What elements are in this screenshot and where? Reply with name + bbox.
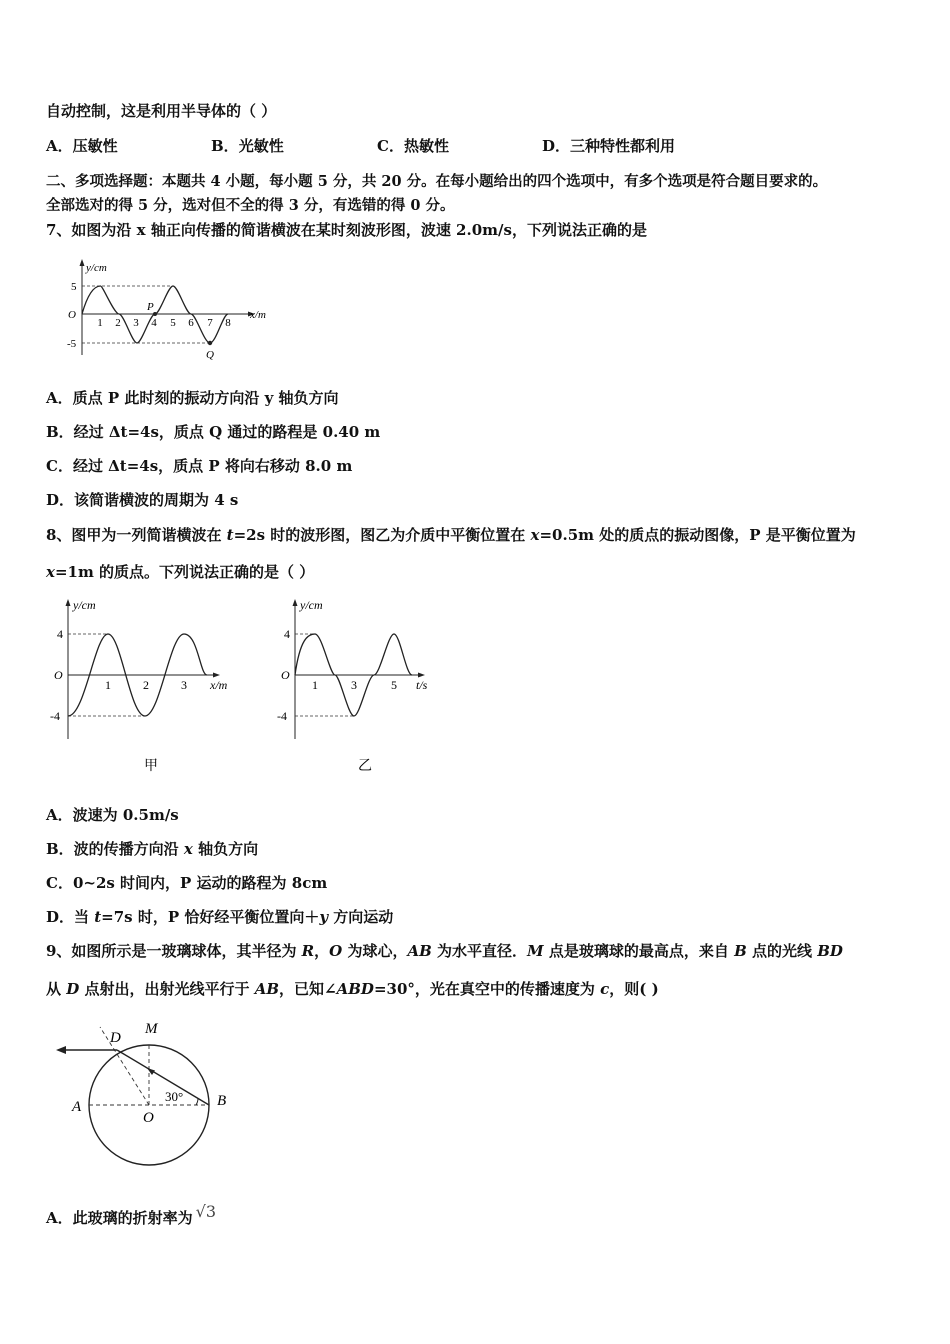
q8a-label-xlabel: x/m — [210, 678, 228, 692]
q7-option-a: A．质点 P 此时刻的振动方向沿 y 轴负方向 — [46, 389, 339, 407]
q7-label-xlabel: x/m — [250, 309, 266, 321]
q9-stem-line-2 — [46, 979, 659, 999]
q8a-label-y-neg: -4 — [50, 709, 60, 723]
q7-wave-figure — [60, 255, 290, 365]
q9-line1-segment: 为水平直径． — [431, 942, 528, 960]
q7-tick-label: 4 — [151, 317, 157, 329]
q9-line2-segment: 从 — [46, 980, 67, 998]
q7-tick-label: 2 — [115, 317, 121, 329]
q7-tick-label: 3 — [133, 317, 139, 329]
q8b-tick-label: 3 — [351, 678, 357, 692]
q8-figure-a — [40, 594, 245, 779]
q9-exit-arrow — [56, 1046, 66, 1054]
q8a-tick-label: 1 — [105, 678, 111, 692]
q7-tick-label: 6 — [188, 317, 194, 329]
q7-tick-label: 5 — [170, 317, 176, 329]
q9-angle-arc — [196, 1098, 198, 1105]
q8-option-d: D．当 t=7s 时，P 恰好经平衡位置向＋y 方向运动 — [46, 908, 394, 926]
q7-label-p: P — [147, 301, 154, 313]
q7-label-y-neg: -5 — [67, 338, 77, 350]
q8b-label-y-pos: 4 — [284, 627, 290, 641]
q9-line1-segment: 9、如图所示是一玻璃球体，其半径为 — [46, 942, 302, 960]
q7-label-ylabel: y/cm — [86, 262, 107, 274]
q6-stem-tail: 自动控制，这是利用半导体的（ ） — [46, 102, 277, 120]
q9-glass-sphere-figure — [46, 1015, 246, 1175]
q8b-tick-label: 5 — [391, 678, 397, 692]
q9-option-a: A．此玻璃的折射率为 √3 — [46, 1202, 217, 1227]
q7-label-y-pos: 5 — [71, 281, 77, 293]
q8a-y-arrow — [66, 599, 71, 606]
q8b-x-arrow — [418, 673, 425, 678]
q9-line2-segment: ，则( ) — [609, 980, 659, 998]
q6-option-a: A．压敏性 — [46, 137, 118, 155]
q9-line2-segment: c — [600, 980, 610, 998]
q9-line1-segment: O — [329, 942, 343, 960]
q9-line1-segment: B — [734, 942, 747, 960]
q9-label-m: M — [145, 1021, 158, 1037]
q9-stem-line-1 — [46, 941, 843, 961]
q9-label-o: O — [143, 1110, 154, 1126]
q9-label-a: A — [72, 1099, 82, 1115]
q9-line1-segment: 为球心， — [342, 942, 408, 960]
q8-stem-line-1: 8、图甲为一列简谐横波在 t=2s 时的波形图，图乙为介质中平衡位置在 x=0.5m 处的质点的振动图像，P 是平衡位置为 — [46, 526, 856, 544]
q9-normal-od — [100, 1027, 149, 1105]
q7-tick-label: 7 — [207, 317, 213, 329]
q7-option-c: C．经过 Δt=4s，质点 P 将向右移动 8.0 m — [46, 457, 353, 475]
q8a-caption: 甲 — [144, 759, 158, 774]
q7-stem: 7、如图为沿 x 轴正向传播的简谐横波在某时刻波形图，波速 2.0m/s，下列说法正确的是 — [46, 221, 647, 239]
q8b-caption: 乙 — [358, 759, 372, 774]
q8a-label-y-pos: 4 — [57, 627, 63, 641]
q8a-label-ylabel: y/cm — [73, 598, 96, 612]
q8a-tick-label: 3 — [181, 678, 187, 692]
q9-line1-segment: R — [301, 942, 315, 960]
section-2-line-2: 全部选对的得 5 分，选对但不全的得 3 分，有选错的得 0 分。 — [46, 197, 455, 214]
q8-figure-b — [270, 594, 470, 779]
section-2-line-1: 二、多项选择题：本题共 4 小题，每小题 5 分，共 20 分。在每小题给出的四个选项中，有多个选项是符合题目要求的。 — [46, 173, 828, 190]
q9-line1-segment: 点是玻璃球的最高点，来自 — [543, 942, 735, 960]
q9-line2-segment: 点射出，出射光线平行于 — [79, 980, 255, 998]
q8b-tick-label: 1 — [312, 678, 318, 692]
q6-option-c: C．热敏性 — [377, 137, 449, 155]
q9-line1-segment: M — [527, 942, 544, 960]
q8a-x-arrow — [213, 673, 220, 678]
q9-ray-bd — [117, 1050, 209, 1105]
q7-tick-label: 1 — [97, 317, 103, 329]
q8-option-c: C．0~2s 时间内，P 运动的路程为 8cm — [46, 874, 328, 892]
q9-option-a-math: √3 — [195, 1202, 217, 1221]
q6-option-d: D．三种特性都利用 — [542, 137, 676, 155]
q8-option-a: A．波速为 0.5m/s — [46, 806, 179, 824]
q8b-label-ylabel: y/cm — [300, 598, 323, 612]
q9-line1-segment: BD — [817, 942, 843, 960]
q8b-label-xlabel: t/s — [416, 678, 428, 692]
q9-label-b: B — [217, 1093, 227, 1109]
q8b-y-arrow — [293, 599, 298, 606]
q7-tick-label: 8 — [225, 317, 231, 329]
q9-label-d: D — [110, 1030, 121, 1046]
q8a-label-origin: O — [54, 668, 63, 682]
q8-stem-line-2: x=1m 的质点。下列说法正确的是（ ） — [46, 563, 315, 581]
q6-option-b: B．光敏性 — [211, 137, 284, 155]
q8b-label-y-neg: -4 — [277, 709, 287, 723]
q9-line1-segment: 点的光线 — [746, 942, 818, 960]
q7-y-arrow — [80, 259, 85, 266]
q9-line1-segment: ， — [314, 942, 330, 960]
q7-label-q: Q — [206, 349, 214, 361]
q7-label-origin: O — [68, 309, 76, 321]
q9-line2-segment: ABD — [336, 980, 374, 998]
q9-line1-segment: AB — [407, 942, 432, 960]
q9-label-angle: 30° — [165, 1089, 184, 1104]
q8b-label-origin: O — [281, 668, 290, 682]
q8a-tick-label: 2 — [143, 678, 149, 692]
q7-point-q-marker — [208, 341, 212, 345]
q9-line2-segment: =30°，光在真空中的传播速度为 — [373, 980, 601, 998]
q9-ray-bd-arrow — [147, 1068, 155, 1075]
q7-option-d: D．该简谐横波的周期为 4 s — [46, 491, 239, 509]
q9-line2-segment: D — [66, 980, 80, 998]
q9-line2-segment: ，已知∠ — [279, 980, 337, 998]
q7-option-b: B．经过 Δt=4s，质点 Q 通过的路程是 0.40 m — [46, 423, 381, 441]
q9-line2-segment: AB — [254, 980, 280, 998]
q8-option-b: B．波的传播方向沿 x 轴负方向 — [46, 840, 259, 858]
